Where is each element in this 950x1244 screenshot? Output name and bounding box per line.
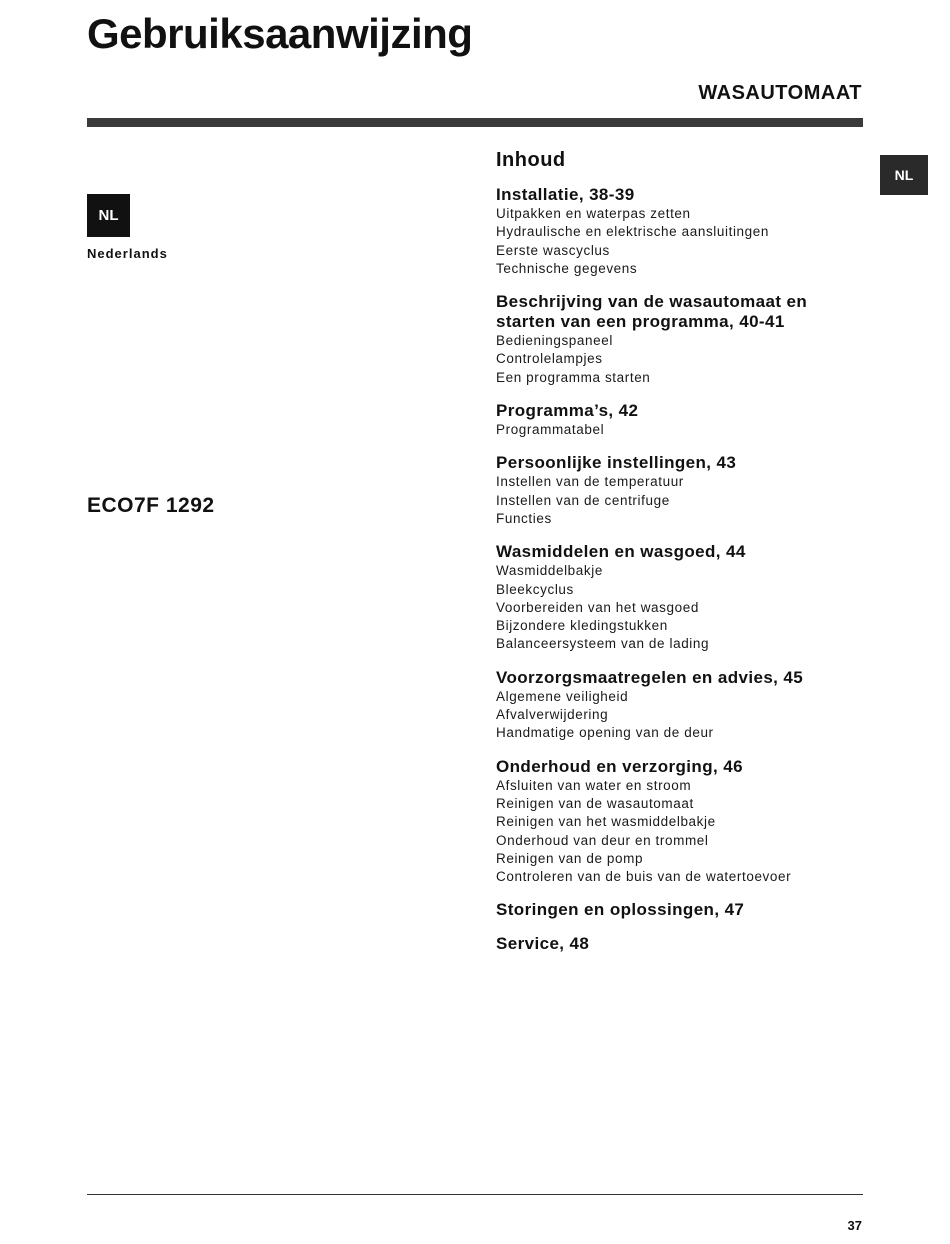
toc-item: Balanceersysteem van de lading (496, 636, 710, 652)
toc-item-list (496, 332, 864, 387)
language-name: Nederlands (87, 246, 168, 261)
toc-section-title: Storingen en oplossingen, 47 (496, 900, 745, 920)
toc-item: Eerste wascyclus (496, 242, 610, 258)
document-title: Gebruiksaanwijzing (87, 10, 473, 57)
language-badge: NL (87, 194, 130, 237)
toc-section (496, 934, 864, 954)
toc-sections (496, 185, 864, 954)
footer-rule (87, 1194, 863, 1195)
toc-item: Bijzondere kledingstukken (496, 618, 668, 634)
toc-section-title: Wasmiddelen en wasgoed, 44 (496, 542, 746, 562)
table-of-contents (496, 147, 864, 968)
toc-item: Voorbereiden van het wasgoed (496, 599, 699, 615)
toc-item-list (496, 562, 864, 653)
toc-section (496, 542, 864, 653)
product-type: WASAUTOMAAT (698, 82, 862, 104)
toc-section (496, 185, 864, 278)
toc-section (496, 668, 864, 743)
toc-item-list (496, 205, 864, 278)
toc-item: Hydraulische en elektrische aansluitingen (496, 224, 769, 240)
toc-item: Reinigen van de wasautomaat (496, 795, 694, 811)
toc-section-title: Service, 48 (496, 934, 590, 954)
toc-item: Functies (496, 510, 552, 526)
toc-section (496, 401, 864, 439)
toc-heading: Inhoud (496, 149, 566, 171)
toc-section-title: Voorzorgsmaatregelen en advies, 45 (496, 667, 804, 687)
toc-item: Programmatabel (496, 422, 605, 438)
toc-item: Instellen van de centrifuge (496, 492, 670, 508)
toc-section-title: Installatie, 38-39 (496, 185, 635, 204)
toc-item: Bleekcyclus (496, 581, 574, 597)
toc-item: Technische gegevens (496, 260, 638, 276)
toc-item-list (496, 421, 864, 439)
toc-section (496, 757, 864, 887)
model-name: ECO7F 1292 (87, 494, 215, 517)
toc-item: Controleren van de buis van de watertoevoer (496, 869, 792, 885)
toc-item: Bedieningspaneel (496, 333, 613, 349)
toc-item-list (496, 688, 864, 743)
toc-section-title: Persoonlijke instellingen, 43 (496, 453, 737, 473)
toc-item: Uitpakken en waterpas zetten (496, 206, 691, 221)
toc-section-title: Onderhoud en verzorging, 46 (496, 756, 743, 776)
header-rule (87, 118, 863, 127)
toc-item: Reinigen van de pomp (496, 850, 644, 866)
toc-item: Algemene veiligheid (496, 688, 629, 704)
toc-item: Onderhoud van deur en trommel (496, 832, 709, 848)
toc-item-list (496, 473, 864, 528)
toc-section (496, 453, 864, 528)
toc-section-title: Programma’s, 42 (496, 401, 639, 421)
toc-item: Een programma starten (496, 369, 651, 385)
language-edge-tab: NL (880, 155, 928, 195)
toc-item: Reinigen van het wasmiddelbakje (496, 814, 716, 830)
toc-item: Handmatige opening van de deur (496, 725, 714, 741)
toc-item-list (496, 777, 864, 887)
toc-item: Instellen van de temperatuur (496, 474, 684, 490)
toc-item: Afsluiten van water en stroom (496, 777, 692, 793)
toc-section-title: Beschrijving van de wasautomaat en starten van een programma, 40-41 (496, 292, 808, 332)
page-number: 37 (847, 1218, 862, 1233)
toc-item: Wasmiddelbakje (496, 563, 603, 579)
toc-section (496, 900, 864, 920)
toc-item: Controlelampjes (496, 351, 603, 367)
toc-item: Afvalverwijdering (496, 707, 609, 723)
toc-section (496, 292, 864, 387)
